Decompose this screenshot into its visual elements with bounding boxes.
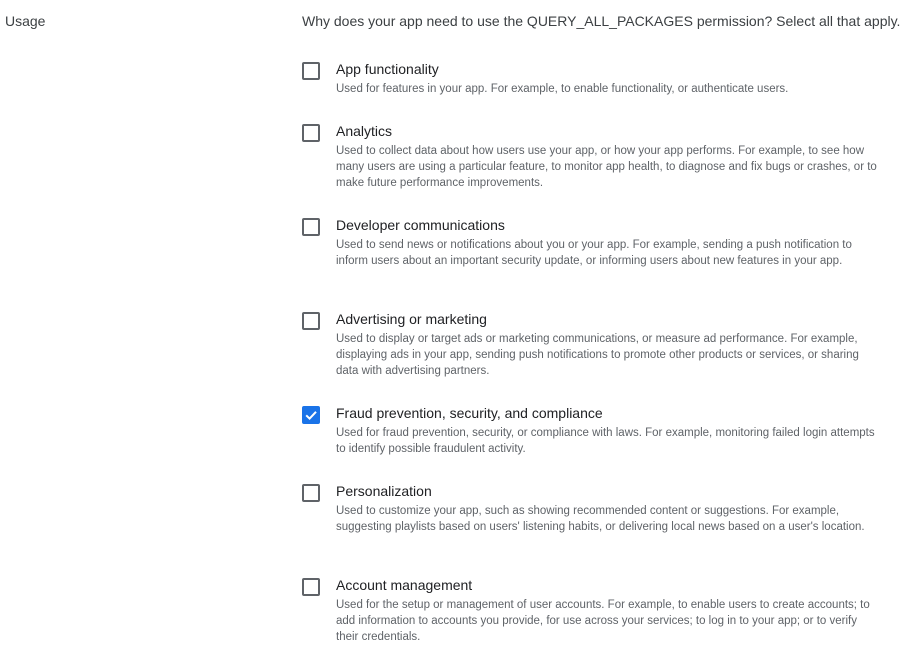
option-description: Used to customize your app, such as showing recommended content or suggestions. For example, suggesting playlists based on users' listening habits, or delivering local news based on a user's location.: [336, 505, 865, 533]
permission-question: Why does your app need to use the QUERY_ALL_PACKAGES permission? Select all that apply.: [302, 13, 901, 29]
option-description: Used to collect data about how users use your app, or how your app performs. For example, to see how many users are using a particular feature, to monitor app health, to diagnose and fix bugs or crashes, or to make future performance improvements.: [336, 145, 877, 189]
advertising-marketing-checkbox[interactable]: [302, 312, 320, 330]
checkmark-icon: [303, 407, 319, 423]
option-title[interactable]: Analytics: [336, 123, 393, 139]
section-label: Usage: [5, 13, 46, 29]
app-functionality-checkbox[interactable]: [302, 62, 320, 80]
option-title[interactable]: Fraud prevention, security, and compliance: [336, 405, 603, 421]
option-description: Used to display or target ads or marketing communications, or measure ad performance. For example, displaying ads in your app, sending push notifications to promote other products or services, or sharing data with advertising partners.: [336, 333, 859, 377]
option-description: Used for the setup or management of user accounts. For example, to enable users to create accounts; to add information to accounts you provide, for use across your services; to log in to your app; or to verify their credentials.: [336, 599, 870, 643]
fraud-prevention-checkbox[interactable]: [302, 406, 320, 424]
personalization-checkbox[interactable]: [302, 484, 320, 502]
option-title[interactable]: Developer communications: [336, 217, 505, 233]
option-description: Used for features in your app. For example, to enable functionality, or authenticate users.: [336, 83, 789, 95]
account-management-checkbox[interactable]: [302, 578, 320, 596]
option-description: Used to send news or notifications about you or your app. For example, sending a push notification to inform users about an important security update, or informing users about new features in your app.: [336, 239, 852, 267]
option-title[interactable]: Advertising or marketing: [336, 311, 487, 327]
option-description: Used for fraud prevention, security, or compliance with laws. For example, monitoring failed login attempts to identify possible fraudulent activity.: [336, 427, 875, 455]
option-title[interactable]: Account management: [336, 577, 473, 593]
developer-communications-checkbox[interactable]: [302, 218, 320, 236]
option-title[interactable]: App functionality: [336, 61, 439, 77]
option-title[interactable]: Personalization: [336, 483, 432, 499]
analytics-checkbox[interactable]: [302, 124, 320, 142]
